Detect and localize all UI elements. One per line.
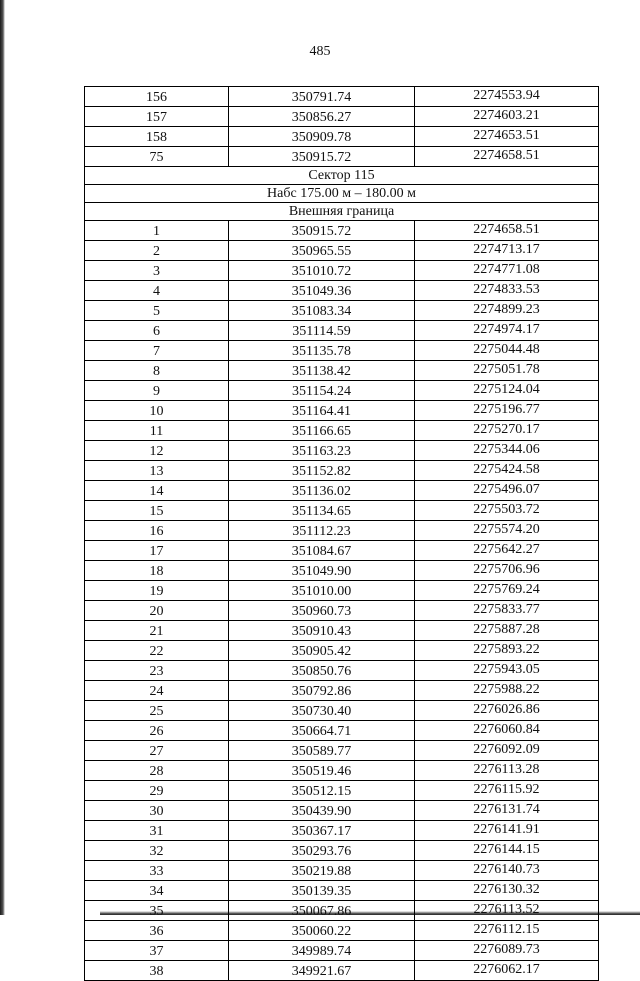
point-number: 8: [85, 361, 229, 381]
point-number: 30: [85, 801, 229, 821]
point-number: 26: [85, 721, 229, 741]
x-coordinate: 351010.00: [229, 581, 415, 601]
y-coordinate: 2275344.06: [415, 441, 599, 461]
point-number: 13: [85, 461, 229, 481]
table-row: [85, 281, 599, 301]
table-row: [85, 521, 599, 541]
point-number: 14: [85, 481, 229, 501]
y-coordinate: 2275988.22: [415, 681, 599, 701]
point-number: 35: [85, 901, 229, 921]
x-coordinate: 351114.59: [229, 321, 415, 341]
point-number: 3: [85, 261, 229, 281]
point-number: 157: [85, 107, 229, 127]
y-coordinate: 2276113.52: [415, 901, 599, 921]
table-row: [85, 127, 599, 147]
x-coordinate: 350367.17: [229, 821, 415, 841]
point-number: 12: [85, 441, 229, 461]
table-row: [85, 561, 599, 581]
point-number: 11: [85, 421, 229, 441]
table-row: [85, 801, 599, 821]
point-number: 34: [85, 881, 229, 901]
point-number: 18: [85, 561, 229, 581]
y-coordinate: 2276140.73: [415, 861, 599, 881]
x-coordinate: 350850.76: [229, 661, 415, 681]
point-number: 156: [85, 87, 229, 107]
table-row: [85, 421, 599, 441]
point-number: 37: [85, 941, 229, 961]
table-row: [85, 87, 599, 107]
point-number: 29: [85, 781, 229, 801]
x-coordinate: 349921.67: [229, 961, 415, 981]
point-number: 22: [85, 641, 229, 661]
table-row: [85, 321, 599, 341]
x-coordinate: 351049.36: [229, 281, 415, 301]
y-coordinate: 2274713.17: [415, 241, 599, 261]
table-row: [85, 761, 599, 781]
x-coordinate: 351083.34: [229, 301, 415, 321]
x-coordinate: 351138.42: [229, 361, 415, 381]
y-coordinate: 2275503.72: [415, 501, 599, 521]
point-number: 20: [85, 601, 229, 621]
point-number: 7: [85, 341, 229, 361]
point-number: 17: [85, 541, 229, 561]
table-body-top: [85, 87, 599, 167]
point-number: 4: [85, 281, 229, 301]
point-number: 6: [85, 321, 229, 341]
table-row: [85, 581, 599, 601]
y-coordinate: 2275124.04: [415, 381, 599, 401]
y-coordinate: 2276089.73: [415, 941, 599, 961]
table-row: [85, 841, 599, 861]
x-coordinate: 350060.22: [229, 921, 415, 941]
sector-height-range: Набс 175.00 м – 180.00 м: [85, 185, 599, 203]
table-row: [85, 861, 599, 881]
point-number: 9: [85, 381, 229, 401]
x-coordinate: 351164.41: [229, 401, 415, 421]
x-coordinate: 351010.72: [229, 261, 415, 281]
y-coordinate: 2276112.15: [415, 921, 599, 941]
y-coordinate: 2275893.22: [415, 641, 599, 661]
y-coordinate: 2276141.91: [415, 821, 599, 841]
point-number: 15: [85, 501, 229, 521]
table-row: [85, 461, 599, 481]
y-coordinate: 2275044.48: [415, 341, 599, 361]
x-coordinate: 351163.23: [229, 441, 415, 461]
table-row: [85, 621, 599, 641]
y-coordinate: 2276113.28: [415, 761, 599, 781]
y-coordinate: 2276026.86: [415, 701, 599, 721]
point-number: 16: [85, 521, 229, 541]
table-row: [85, 541, 599, 561]
y-coordinate: 2276062.17: [415, 961, 599, 981]
x-coordinate: 351152.82: [229, 461, 415, 481]
x-coordinate: 350439.90: [229, 801, 415, 821]
table-row: [85, 661, 599, 681]
scan-edge-left: [0, 0, 5, 915]
y-coordinate: 2275887.28: [415, 621, 599, 641]
y-coordinate: 2276130.32: [415, 881, 599, 901]
point-number: 24: [85, 681, 229, 701]
sector-height-row: [85, 185, 599, 203]
point-number: 31: [85, 821, 229, 841]
table-row: [85, 381, 599, 401]
x-coordinate: 350067.86: [229, 901, 415, 921]
table-row: [85, 341, 599, 361]
x-coordinate: 350905.42: [229, 641, 415, 661]
table-row: [85, 261, 599, 281]
point-number: 28: [85, 761, 229, 781]
x-coordinate: 350512.15: [229, 781, 415, 801]
table-row: [85, 721, 599, 741]
y-coordinate: 2274899.23: [415, 301, 599, 321]
table-row: [85, 441, 599, 461]
y-coordinate: 2274603.21: [415, 107, 599, 127]
table-row: [85, 401, 599, 421]
x-coordinate: 351154.24: [229, 381, 415, 401]
x-coordinate: 350960.73: [229, 601, 415, 621]
table-row: [85, 961, 599, 981]
table-row: [85, 921, 599, 941]
table-row: [85, 781, 599, 801]
x-coordinate: 350965.55: [229, 241, 415, 261]
point-number: 5: [85, 301, 229, 321]
point-number: 36: [85, 921, 229, 941]
table-row: [85, 901, 599, 921]
x-coordinate: 350519.46: [229, 761, 415, 781]
table-row: [85, 361, 599, 381]
point-number: 21: [85, 621, 229, 641]
x-coordinate: 350915.72: [229, 221, 415, 241]
table-row: [85, 701, 599, 721]
sector-title-row: [85, 167, 599, 185]
sector-header: [85, 167, 599, 221]
y-coordinate: 2274553.94: [415, 87, 599, 107]
y-coordinate: 2276131.74: [415, 801, 599, 821]
point-number: 2: [85, 241, 229, 261]
table-row: [85, 301, 599, 321]
x-coordinate: 351135.78: [229, 341, 415, 361]
table-body-bottom: [85, 221, 599, 981]
y-coordinate: 2274771.08: [415, 261, 599, 281]
x-coordinate: 351112.23: [229, 521, 415, 541]
table-row: [85, 241, 599, 261]
y-coordinate: 2275833.77: [415, 601, 599, 621]
table-row: [85, 821, 599, 841]
x-coordinate: 350856.27: [229, 107, 415, 127]
sector-boundary-row: [85, 203, 599, 221]
boundary-label: Внешняя граница: [85, 203, 599, 221]
y-coordinate: 2275943.05: [415, 661, 599, 681]
x-coordinate: 350909.78: [229, 127, 415, 147]
sector-title: Сектор 115: [85, 167, 599, 185]
x-coordinate: 351049.90: [229, 561, 415, 581]
y-coordinate: 2274653.51: [415, 127, 599, 147]
x-coordinate: 350664.71: [229, 721, 415, 741]
x-coordinate: 351136.02: [229, 481, 415, 501]
y-coordinate: 2276060.84: [415, 721, 599, 741]
table-row: [85, 741, 599, 761]
point-number: 38: [85, 961, 229, 981]
x-coordinate: 350792.86: [229, 681, 415, 701]
y-coordinate: 2275424.58: [415, 461, 599, 481]
x-coordinate: 351166.65: [229, 421, 415, 441]
y-coordinate: 2275642.27: [415, 541, 599, 561]
y-coordinate: 2274658.51: [415, 147, 599, 167]
y-coordinate: 2275270.17: [415, 421, 599, 441]
point-number: 27: [85, 741, 229, 761]
table-row: [85, 681, 599, 701]
y-coordinate: 2275051.78: [415, 361, 599, 381]
table-row: [85, 941, 599, 961]
table-row: [85, 641, 599, 661]
y-coordinate: 2274833.53: [415, 281, 599, 301]
y-coordinate: 2275496.07: [415, 481, 599, 501]
point-number: 75: [85, 147, 229, 167]
coordinates-table: [84, 86, 599, 981]
table-row: [85, 221, 599, 241]
y-coordinate: 2276144.15: [415, 841, 599, 861]
x-coordinate: 351084.67: [229, 541, 415, 561]
point-number: 10: [85, 401, 229, 421]
y-coordinate: 2275706.96: [415, 561, 599, 581]
y-coordinate: 2275769.24: [415, 581, 599, 601]
point-number: 1: [85, 221, 229, 241]
point-number: 19: [85, 581, 229, 601]
y-coordinate: 2276092.09: [415, 741, 599, 761]
table-row: [85, 147, 599, 167]
x-coordinate: 349989.74: [229, 941, 415, 961]
table-row: [85, 881, 599, 901]
table-row: [85, 481, 599, 501]
x-coordinate: 350915.72: [229, 147, 415, 167]
table-row: [85, 601, 599, 621]
point-number: 33: [85, 861, 229, 881]
x-coordinate: 350293.76: [229, 841, 415, 861]
table-row: [85, 107, 599, 127]
point-number: 25: [85, 701, 229, 721]
x-coordinate: 350791.74: [229, 87, 415, 107]
x-coordinate: 350219.88: [229, 861, 415, 881]
y-coordinate: 2276115.92: [415, 781, 599, 801]
y-coordinate: 2274974.17: [415, 321, 599, 341]
point-number: 158: [85, 127, 229, 147]
x-coordinate: 351134.65: [229, 501, 415, 521]
x-coordinate: 350730.40: [229, 701, 415, 721]
y-coordinate: 2274658.51: [415, 221, 599, 241]
y-coordinate: 2275574.20: [415, 521, 599, 541]
y-coordinate: 2275196.77: [415, 401, 599, 421]
x-coordinate: 350589.77: [229, 741, 415, 761]
page-number: 485: [309, 44, 331, 59]
x-coordinate: 350910.43: [229, 621, 415, 641]
point-number: 23: [85, 661, 229, 681]
table-row: [85, 501, 599, 521]
point-number: 32: [85, 841, 229, 861]
x-coordinate: 350139.35: [229, 881, 415, 901]
